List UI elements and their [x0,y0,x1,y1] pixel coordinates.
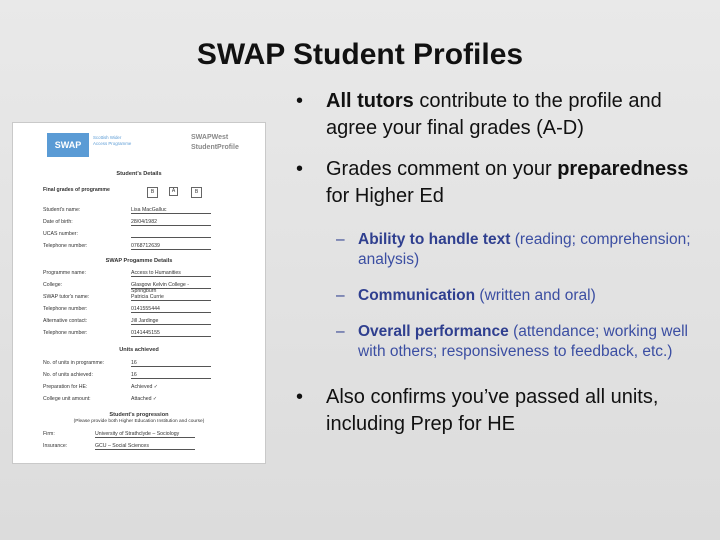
form-row: Date of birth: 28/04/1982 [43,219,243,226]
bullet-item: • Grades comment on your preparedness for Higher Ed [296,158,689,207]
student-profile-form-image [12,122,266,464]
bullet-symbol: • [296,90,304,112]
section-programme: SWAP Progamme Details [105,258,173,264]
form-row: No. of units in programme: 16 [43,360,243,367]
form-row: College: Glasgow Kelvin College - Springburn [43,282,243,289]
form-title-line2: StudentProfile [191,144,239,151]
form-row: Alternative contact: Jill Jardinge [43,318,243,325]
form-row: Programme name: Access to Humanities [43,270,243,277]
dash-symbol: – [336,323,345,340]
swap-logo: SWAP [47,133,89,157]
form-row: Firm: University of Strathclyde – Sociology [43,431,243,438]
form-row: Student's name: Lisa MacGalluc [43,207,243,214]
form-row: Telephone number: 0768712639 [43,243,243,250]
section-student: Student’s Details [116,171,162,177]
dash-symbol: – [336,231,345,248]
grades-label: Final grades of programme [43,187,110,193]
form-row: College unit amount: Attached ✓ [43,396,158,402]
sub-bullet-item: – Ability to handle text (reading; comprehension; analysis) [336,231,691,268]
bullet-item: • Also confirms you’ve passed all units, including Prep for HE [296,386,659,435]
form-row: No. of units achieved: 16 [43,372,243,379]
sub-bullet-item: – Overall performance (attendance; working well with others; responsiveness to feedback, etc.) [336,323,688,360]
sub-bullet-item: – Communication (written and oral) [336,287,596,304]
form-row: Preparation for HE: Achieved ✓ [43,384,159,390]
grade-box: B [147,187,158,198]
section-units: Units achieved [119,347,159,353]
form-row: Telephone number: 0141555444 [43,306,243,313]
form-row: SWAP tutor's name: Patricia Currie [43,294,243,301]
bullet-symbol: • [296,158,304,180]
form-row: Telephone number: 0141445155 [43,330,243,337]
grade-box: B [191,187,202,198]
form-row: Insurance: GCU – Social Sciences [43,443,243,450]
bullet-item: • All tutors contribute to the profile and agree your final grades (A-D) [296,90,662,139]
logo-caption: Scottish Wider Access Programme [93,135,132,146]
bullet-list [296,88,706,452]
bullet-symbol: • [296,386,304,408]
section-progression: Student's progression [109,412,169,418]
dash-symbol: – [336,287,345,304]
form-title-line1: SWAPWest [191,134,229,141]
grades-row [43,187,243,194]
form-row: UCAS number: [43,231,243,238]
form-title [191,133,239,153]
progression-note: (Please provide both Higher Education Institution and course) [73,419,205,424]
grade-box: A [169,187,178,196]
slide-title: SWAP Student Profiles [196,38,524,71]
